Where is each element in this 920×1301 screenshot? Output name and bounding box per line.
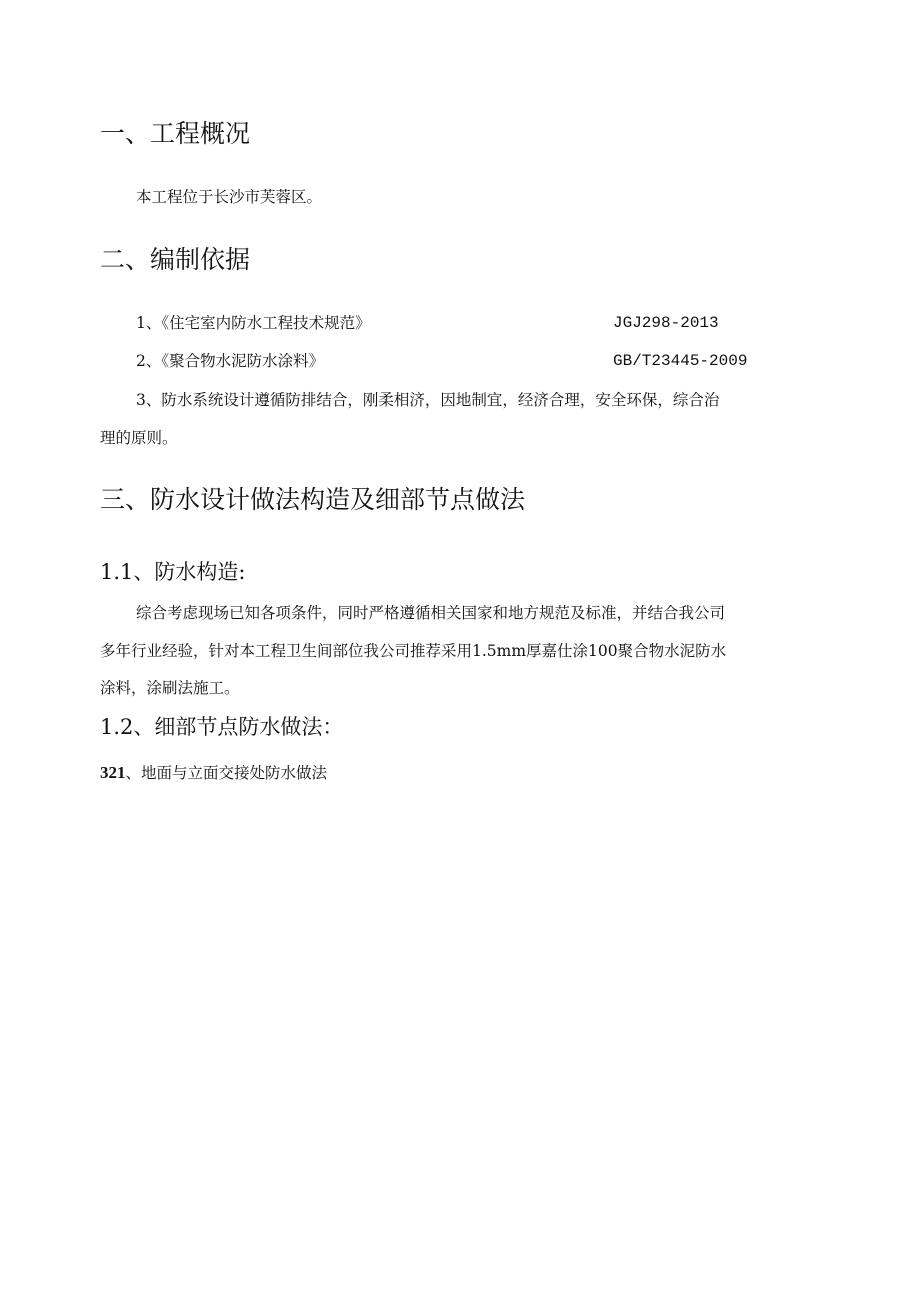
overview-text: 本工程位于长沙市芙蓉区。 xyxy=(136,188,323,206)
structure-line-2: 多年行业经验，针对本工程卫生间部位我公司推荐采用1.5mm厚嘉仕涂100聚合物水泥防水 xyxy=(100,642,727,660)
subheading-structure: 1.1、防水构造: xyxy=(100,560,246,584)
subheading-details: 1.2、细部节点防水做法： xyxy=(100,715,344,739)
detail-item-text: 、地面与立面交接处防水做法 xyxy=(125,764,328,782)
heading-basis: 二、编制依据 xyxy=(100,245,251,274)
basis-item-3-line-2: 理的原则。 xyxy=(100,429,178,447)
heading-overview: 一、工程概况 xyxy=(100,119,251,148)
basis-item-2-label: 2、《聚合物水泥防水涂料》 xyxy=(136,352,325,370)
basis-item-1-label: 1、《住宅室内防水工程技术规范》 xyxy=(136,314,371,332)
basis-item-1-code: JGJ298-2013 xyxy=(613,314,719,332)
structure-line-1: 综合考虑现场已知各项条件，同时严格遵循相关国家和地方规范及标准，并结合我公司 xyxy=(136,604,726,622)
detail-item-1 xyxy=(100,762,327,784)
basis-item-2-code: GB/T23445-2009 xyxy=(613,352,748,370)
heading-design: 三、防水设计做法构造及细部节点做法 xyxy=(100,485,526,514)
detail-item-number: 321 xyxy=(100,763,126,782)
structure-line-3: 涂料，涂刷法施工。 xyxy=(100,679,240,697)
basis-item-3-line-1: 3、防水系统设计遵循防排结合，刚柔相济，因地制宜，经济合理，安全环保，综合治 xyxy=(136,391,720,409)
